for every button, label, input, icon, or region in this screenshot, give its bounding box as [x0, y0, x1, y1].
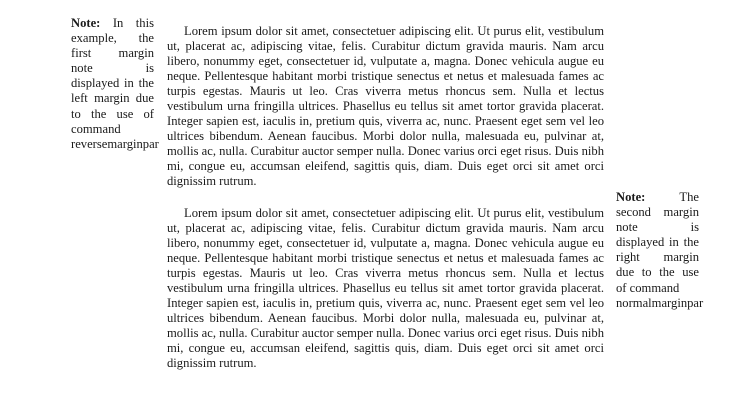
margin-note-command: reversemarginpar [71, 136, 159, 151]
margin-note-label: Note: [71, 16, 101, 30]
margin-note-text: The second margin note is displayed in the right margin due to the use of command [616, 190, 699, 295]
body-paragraph-1: Lorem ipsum dolor sit amet, consectetuer adipiscing elit. Ut purus elit, vestibulum ut, placerat ac, adipiscing vitae, felis. Curabitur dictum gravida mauris. Nam arcu libero, nonummy eget, consectetuer id, vulputate a, magna. Donec vehicula augue eu neque. Pellentesque habitant morbi tristique senectus et netus et malesuada fames ac turpis egestas. Mauris ut leo. Cras viverra metus rhoncus sem. Nulla et lectus vestibulum urna fringilla ultrices. Phasellus eu tellus sit amet tortor gravida placerat. Integer sapien est, iaculis in, pretium quis, viverra ac, nunc. Praesent eget sem vel leo ultrices bibendum. Aenean faucibus. Morbi dolor nulla, malesuada eu, pulvinar at, mollis ac, nulla. Curabitur auctor semper nulla. Donec varius orci eget risus. Duis nibh mi, congue eu, accumsan eleifend, sagittis quis, diam. Duis eget orci sit amet orci dignissim rutrum. [167, 24, 604, 188]
margin-note-command: normalmarginpar [616, 295, 704, 310]
margin-note-left [71, 16, 159, 152]
body-paragraph-2: Lorem ipsum dolor sit amet, consectetuer adipiscing elit. Ut purus elit, vestibulum ut, placerat ac, adipiscing vitae, felis. Curabitur dictum gravida mauris. Nam arcu libero, nonummy eget, consectetuer id, vulputate a, magna. Donec vehicula augue eu neque. Pellentesque habitant morbi tristique senectus et netus et malesuada fames ac turpis egestas. Mauris ut leo. Cras viverra metus rhoncus sem. Nulla et lectus vestibulum urna fringilla ultrices. Phasellus eu tellus sit amet tortor gravida placerat. Integer sapien est, iaculis in, pretium quis, viverra ac, nunc. Praesent eget sem vel leo ultrices bibendum. Aenean faucibus. Morbi dolor nulla, malesuada eu, pulvinar at, mollis ac, nulla. Curabitur auctor semper nulla. Donec varius orci eget risus. Duis nibh mi, congue eu, accumsan eleifend, sagittis quis, diam. Duis eget orci sit amet orci dignissim rutrum. [167, 206, 604, 370]
margin-note-label: Note: [616, 190, 646, 204]
margin-note-right [616, 190, 704, 311]
margin-note-text: In this example, the first margin note is displayed in the left margin due to the use of command [71, 16, 154, 136]
